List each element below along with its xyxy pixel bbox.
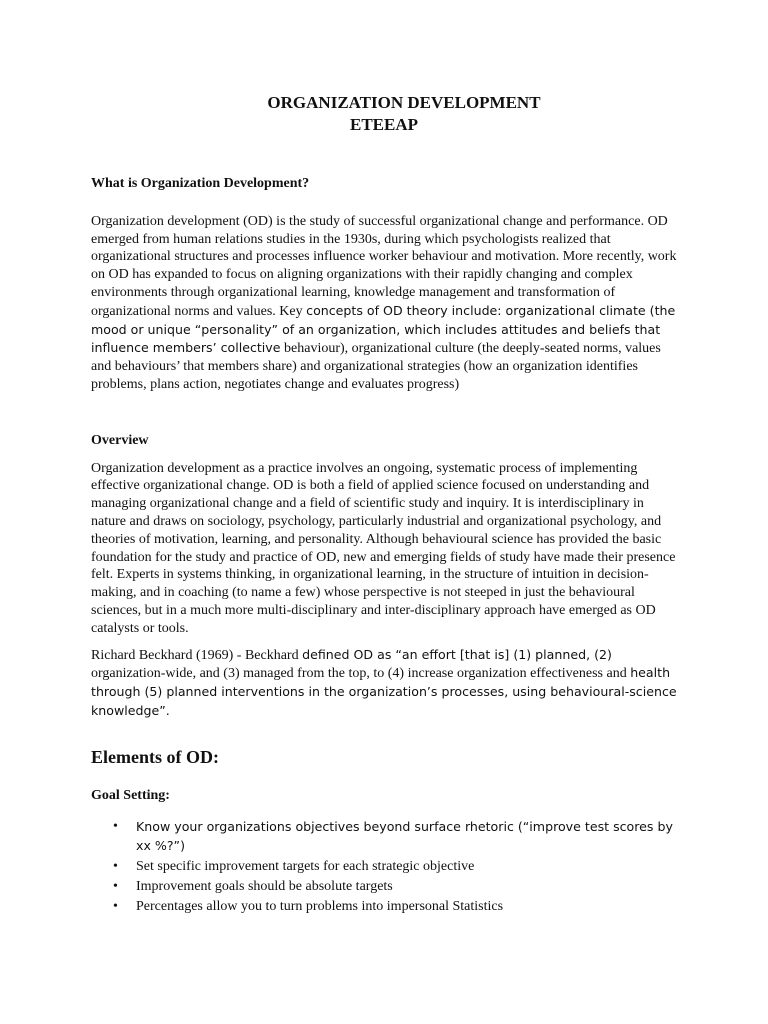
title-line-1: ORGANIZATION DEVELOPMENT <box>267 93 541 112</box>
list-item-text: Set specific improvement targets for each strategic objective <box>136 858 475 874</box>
document-title <box>0 92 768 136</box>
section-heading-overview: Overview <box>91 432 149 448</box>
list-item-text: Improvement goals should be absolute targets <box>136 878 393 894</box>
paragraph-part-sans: concepts of OD theory include: organizational climate (the mood or unique “personality” of an organization, which includes attitudes and beliefs that influence members’ collective <box>91 302 676 356</box>
list-item <box>91 818 681 856</box>
paragraph-part: organization-wide, and (3) managed from the top, to (4) increase organization effectiveness and <box>91 666 627 682</box>
bullet-icon: • <box>113 858 118 874</box>
document-body <box>91 175 681 917</box>
list-item-text: Percentages allow you to turn problems into impersonal Statistics <box>136 898 504 914</box>
goal-setting-list <box>91 818 681 915</box>
paragraph-overview: Organization development as a practice involves an ongoing, systematic process of implementing effective organizational change. OD is both a field of applied science focused on understanding and managing organizational change and a field of scientific study and inquiry. It is interdisciplinary in nature and draws on sociology, psychology, particularly industrial and organizational psychology, and theories of motivation, learning, and personality. Although behavioural science has provided the basic foundation for the study and practice of OD, new and emerging fields of study have made their presence felt. Experts in systems thinking, in organizational learning, in the structure of intuition in decision-making, and in coaching (to name a few) whose perspective is not steeped in just the behavioural sciences, but in a much more multi-disciplinary and inter-disciplinary approach have emerged as OD catalysts or tools. <box>91 460 676 636</box>
list-item <box>91 858 681 876</box>
paragraph-beckhard <box>91 646 681 721</box>
bullet-icon: • <box>113 898 118 914</box>
list-item <box>91 898 681 916</box>
paragraph-what-is-od <box>91 213 681 394</box>
paragraph-part: Richard Beckhard (1969) - Beckhard <box>91 647 299 663</box>
section-heading-what-is-od: What is Organization Development? <box>91 176 310 191</box>
section-heading-elements: Elements of OD: <box>91 746 219 767</box>
list-item-text: Know your organizations objectives beyond surface rhetoric (“improve test scores by xx %?”) <box>136 819 673 854</box>
paragraph-part: behaviour), organizational culture (the deeply-seated norms, values and behaviours’ that members share) and organizational strategies (how an organization identifies problems, plans action, negotiates change and evaluates progress) <box>91 341 661 392</box>
title-line-2: ETEEAP <box>349 115 419 134</box>
subheading-goal-setting: Goal Setting: <box>91 787 170 803</box>
bullet-icon: • <box>113 878 118 894</box>
paragraph-part-sans: defined OD as “an effort [that is] (1) planned, (2) <box>302 646 612 662</box>
list-item <box>91 878 681 896</box>
bullet-icon: • <box>113 819 118 835</box>
paragraph-part: Organization development (OD) is the study of successful organizational change and performance. OD emerged from human relations studies in the 1930s, during which psychologists realized that organizational structures and processes influence worker behaviour and motivation. More recently, work on OD has expanded to focus on aligning organizations with their rapidly changing and complex environments through organizational learning, knowledge management and transformation of organizational norms and values. Key <box>91 213 677 319</box>
paragraph-part-sans: health through (5) planned interventions in the organization’s processes, using behavioural-science knowledge”. <box>91 665 677 718</box>
